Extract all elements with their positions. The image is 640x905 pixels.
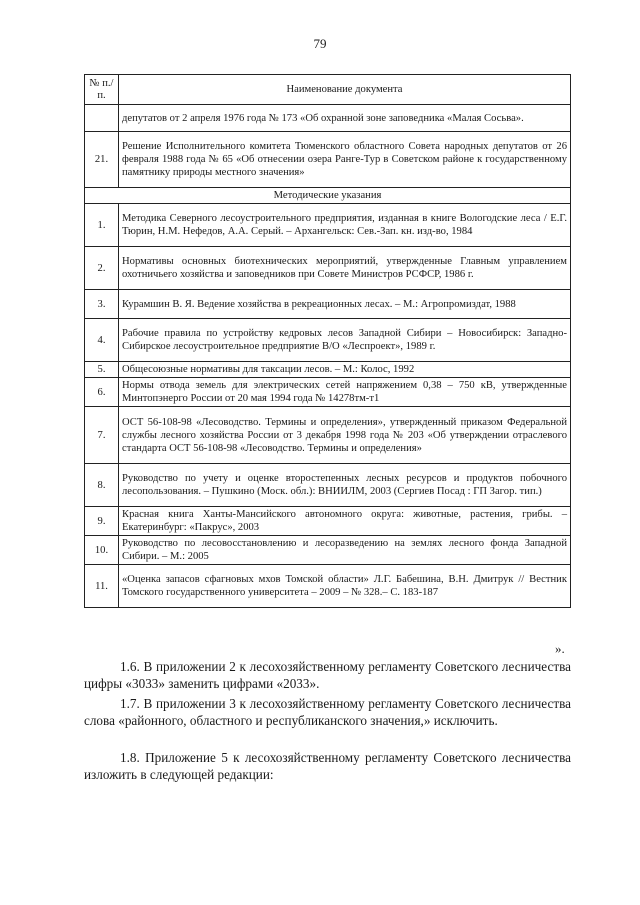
table-row xyxy=(85,290,571,319)
table-row xyxy=(85,407,571,464)
row-document: Красная книга Ханты-Мансийского автономного округа: животные, растения, грибы. – Екатеринбург: «Пакрус», 2003 xyxy=(119,507,571,536)
row-number: 1. xyxy=(85,204,119,247)
documents-table xyxy=(84,74,571,608)
table-row xyxy=(85,507,571,536)
row-number: 6. xyxy=(85,378,119,407)
row-document: Нормы отвода земель для электрических сетей напряжением 0,38 – 750 кВ, утвержденные Минтопэнерго России от 20 мая 1994 года № 14278тм-т1 xyxy=(119,378,571,407)
table-row xyxy=(85,105,571,132)
row-number: 4. xyxy=(85,319,119,362)
row-number: 8. xyxy=(85,464,119,507)
row-number: 7. xyxy=(85,407,119,464)
paragraph-1-8 xyxy=(84,749,571,783)
row-document: Руководство по учету и оценке второстепенных лесных ресурсов и продуктов побочного лесопользования. – Пушкино (Моск. обл.): ВНИИЛМ, 2003 (Сергиев Посад : ГП Загор. тип.) xyxy=(119,464,571,507)
table-row xyxy=(85,362,571,378)
row-number: 21. xyxy=(85,132,119,188)
paragraph-1-7 xyxy=(84,695,571,729)
row-number: 3. xyxy=(85,290,119,319)
table-row xyxy=(85,378,571,407)
closing-quote: ». xyxy=(555,641,565,656)
row-number: 10. xyxy=(85,536,119,565)
table-row xyxy=(85,247,571,290)
table-row xyxy=(85,565,571,608)
table-row xyxy=(85,204,571,247)
row-number: 2. xyxy=(85,247,119,290)
paragraph-text: 1.6. В приложении 2 к лесохозяйственному регламенту Советского лесничества цифры «3033» заменить цифрами «2033». xyxy=(84,659,571,691)
table-row xyxy=(85,319,571,362)
row-number: 9. xyxy=(85,507,119,536)
table-row xyxy=(85,536,571,565)
column-header-name: Наименование документа xyxy=(119,75,571,105)
row-document: «Оценка запасов сфагновых мхов Томской области» Л.Г. Бабешина, В.Н. Дмитрук // Вестник Томского государственного университета – 2009 – № 328.– С. 183-187 xyxy=(119,565,571,608)
paragraph-text: 1.8. Приложение 5 к лесохозяйственному регламенту Советского лесничества изложить в следующей редакции: xyxy=(84,750,571,782)
row-number xyxy=(85,105,119,132)
section-header-row xyxy=(85,188,571,204)
table-header-row xyxy=(85,75,571,105)
row-number: 5. xyxy=(85,362,119,378)
row-number: 11. xyxy=(85,565,119,608)
row-document: депутатов от 2 апреля 1976 года № 173 «Об охранной зоне заповедника «Малая Сосьва». xyxy=(119,105,571,132)
paragraph-1-6 xyxy=(84,658,571,692)
section-title: Методические указания xyxy=(85,188,571,204)
table-row xyxy=(85,464,571,507)
column-header-number: № п./п. xyxy=(85,75,119,105)
table-row xyxy=(85,132,571,188)
row-document: Методика Северного лесоустроительного предприятия, изданная в книге Вологодские леса / Е.Г. Тюрин, Н.М. Нефедов, А.А. Серый. – Архангельск: Сев.-Зап. кн. изд-во, 1984 xyxy=(119,204,571,247)
row-document: Руководство по лесовосстановлению и лесоразведению на землях лесного фонда Западной Сибири. – М.: 2005 xyxy=(119,536,571,565)
row-document: Общесоюзные нормативы для таксации лесов. – М.: Колос, 1992 xyxy=(119,362,571,378)
row-document: Нормативы основных биотехнических мероприятий, утвержденные Главным управлением охотничьего хозяйства и заповедников при Совете Министров РСФСР, 1986 г. xyxy=(119,247,571,290)
row-document: ОСТ 56-108-98 «Лесоводство. Термины и определения», утвержденный приказом Федеральной службы лесного хозяйства России от 3 декабря 1998 года № 203 «Об утверждении отраслевого стандарта ОСТ 56-108-98 «Лесоводство. Термины и определения» xyxy=(119,407,571,464)
page-number: 79 xyxy=(313,36,327,51)
paragraph-text: 1.7. В приложении 3 к лесохозяйственному регламенту Советского лесничества слова «районного, областного и республиканского значения,» исключить. xyxy=(84,696,571,728)
row-document: Курамшин В. Я. Ведение хозяйства в рекреационных лесах. – М.: Агропромиздат, 1988 xyxy=(119,290,571,319)
row-document: Решение Исполнительного комитета Тюменского областного Совета народных депутатов от 26 февраля 1988 года № 65 «Об отнесении озера Ранге-Тур в Советском районе к государственному памятнику природы местного значения» xyxy=(119,132,571,188)
row-document: Рабочие правила по устройству кедровых лесов Западной Сибири – Новосибирск: Западно-Сибирское лесоустроительное предприятие В/О «Леспроект», 1989 г. xyxy=(119,319,571,362)
